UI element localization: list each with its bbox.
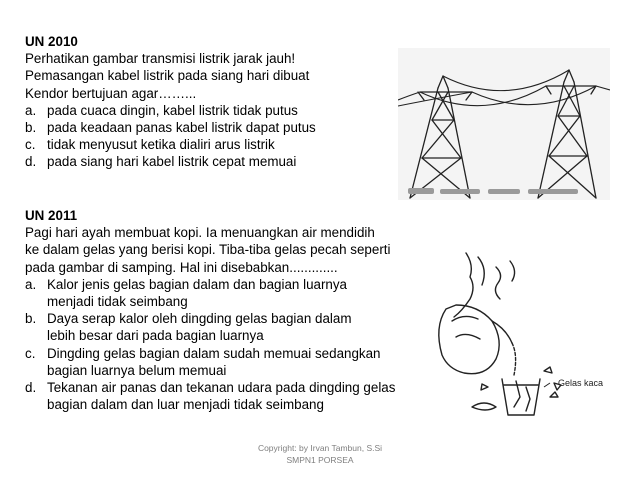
copyright-note xyxy=(230,442,410,466)
copyright-author: Copyright: by Irvan Tambun, S.Si xyxy=(257,443,383,453)
question-line: Pagi hari ayah membuat kopi. Ia menuangkan air mendidih xyxy=(25,225,375,241)
question-line: Pemasangan kabel listrik pada siang hari dibuat xyxy=(25,68,310,84)
heading-un2011: UN 2011 xyxy=(25,208,78,223)
option-text-continued: menjadi tidak seimbang xyxy=(47,294,188,310)
heading-un2010: UN 2010 xyxy=(25,34,78,49)
question-line: ke dalam gelas yang berisi kopi. Tiba-tiba gelas pecah seperti xyxy=(25,242,391,258)
question-line: Kendor bertujuan agar……... xyxy=(25,85,197,101)
option-text: tidak menyusut ketika dialiri arus listrik xyxy=(47,137,275,153)
option-a xyxy=(25,102,316,119)
option-label: c. xyxy=(25,137,36,153)
option-c xyxy=(25,345,395,379)
option-label: a. xyxy=(25,102,37,118)
option-label: b. xyxy=(25,120,37,136)
option-b xyxy=(25,119,316,136)
option-text: pada cuaca dingin, kabel listrik tidak putus xyxy=(47,102,298,118)
option-b xyxy=(25,310,395,344)
option-text: Kalor jenis gelas bagian dalam dan bagian luarnya xyxy=(47,276,348,292)
option-d xyxy=(25,379,395,413)
option-label: b. xyxy=(25,311,37,327)
option-label: d. xyxy=(25,380,37,396)
option-c xyxy=(25,136,316,153)
option-text: Daya serap kalor oleh dingding gelas bagian dalam xyxy=(47,311,352,327)
option-text: Tekanan air panas dan tekanan udara pada dingding gelas xyxy=(47,380,396,396)
question-un2010 xyxy=(25,33,316,171)
option-text-continued: bagian dalam dan luar menjadi tidak seimbang xyxy=(47,397,324,413)
figure-label: Gelas kaca xyxy=(558,378,604,388)
option-label: c. xyxy=(25,345,36,361)
option-text: pada siang hari kabel listrik cepat memuai xyxy=(47,154,297,170)
option-text: Dingding gelas bagian dalam sudah memuai sedangkan xyxy=(47,345,381,361)
question-un2011 xyxy=(25,207,395,413)
option-a xyxy=(25,276,395,310)
copyright-school: SMPN1 PORSEA xyxy=(286,455,354,465)
question-line: Perhatikan gambar transmisi listrik jarak jauh! xyxy=(25,51,296,67)
option-text-continued: bagian luarnya belum memuai xyxy=(47,362,227,378)
option-label: a. xyxy=(25,276,37,292)
breaking-glass-illustration xyxy=(426,247,622,420)
option-d xyxy=(25,153,316,170)
option-text-continued: lebih besar dari pada bagian luarnya xyxy=(47,328,264,344)
option-text: pada keadaan panas kabel listrik dapat putus xyxy=(47,120,316,136)
question-line: pada gambar di samping. Hal ini disebabkan............. xyxy=(25,259,338,275)
option-label: d. xyxy=(25,154,37,170)
transmission-tower-illustration xyxy=(398,48,610,200)
